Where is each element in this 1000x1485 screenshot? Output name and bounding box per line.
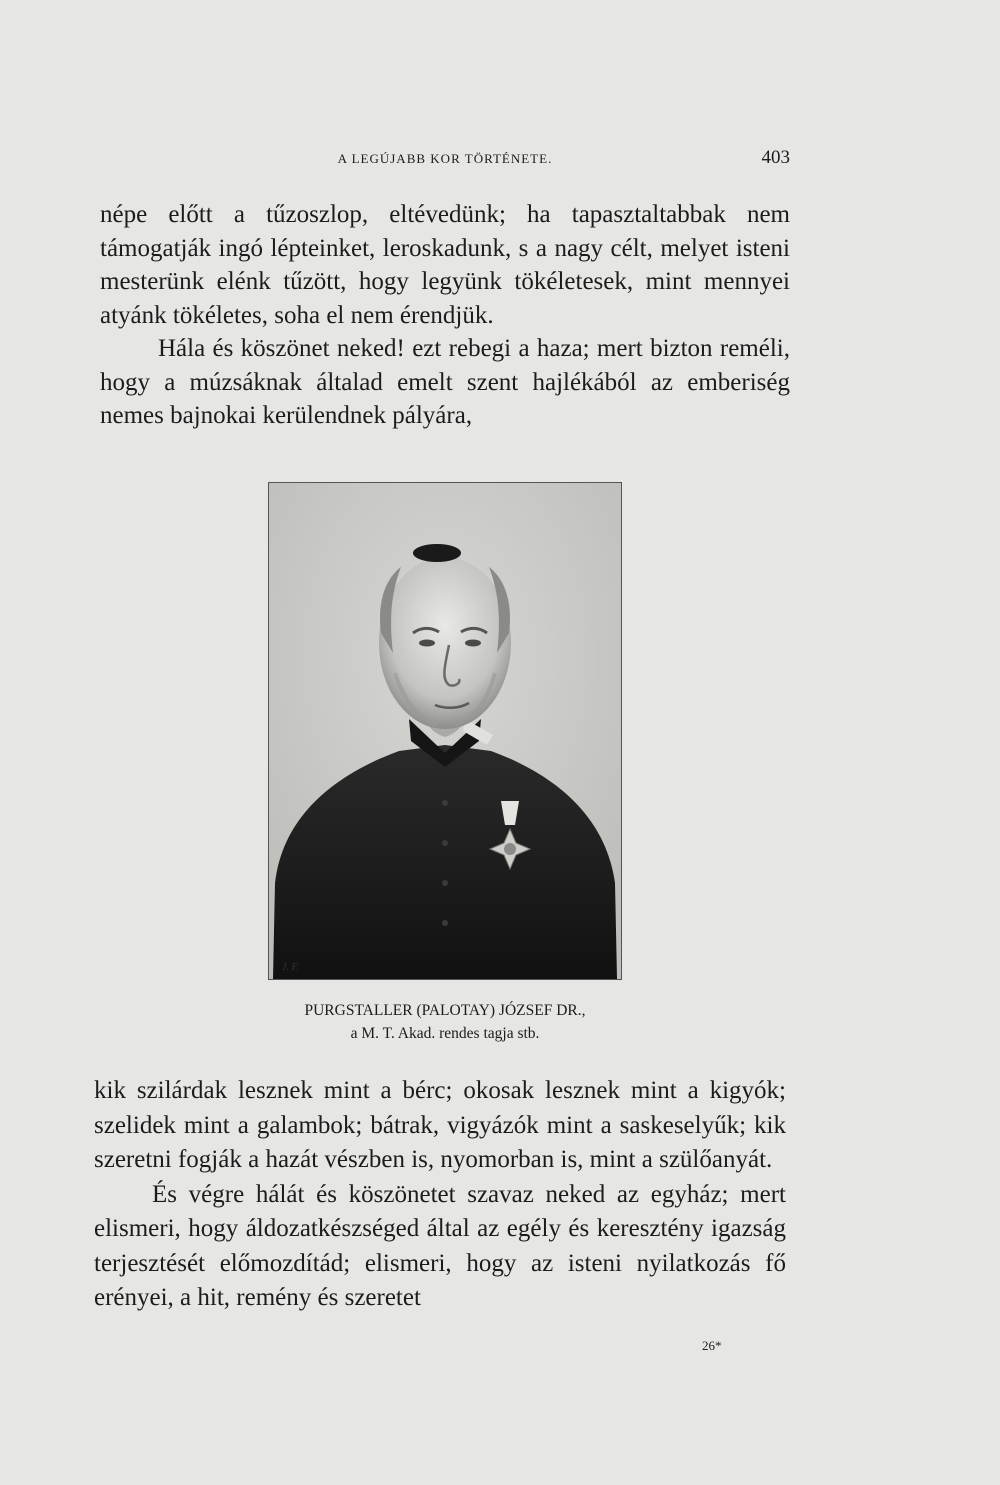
running-title: A LEGÚJABB KOR TÖRTÉNETE.: [337, 151, 553, 166]
body-text-bottom: [94, 1074, 786, 1316]
running-head: [100, 147, 790, 171]
portrait-engraving: [269, 483, 621, 979]
paragraph-3: kik szilárdak lesznek mint a bérc; okosak lesznek mint a kigyók; szelidek mint a galambok; bátrak, vigyázók mint a saskeselyűk; kik szeretni fogják a hazát vészben is, nyomorban is, mint a szülőanyát.: [94, 1077, 786, 1173]
page-number: 403: [761, 147, 790, 168]
artist-mark: J. F.: [282, 962, 299, 973]
paragraph-2: Hála és köszönet neked! ezt rebegi a haza; mert bizton reméli, hogy a múzsáknak általad emelt szent hajlékából az emberiség nemes bajnokai kerülendnek pályára,: [100, 335, 790, 429]
paragraph-4: És végre hálát és köszönetet szavaz neked az egyház; mert elismeri, hogy áldozatkészséged által az egély és keresztény igazság terjesztését előmozdítád; elismeri, hogy az isteni nyilatkozás fő erényei, a hit, remény és szeretet: [94, 1180, 786, 1311]
paragraph-1: népe előtt a tűzoszlop, eltévedünk; ha tapasztaltabbak nem támogatják ingó lépteinket, leroskadunk, s a nagy célt, melyet isteni mesterünk elénk tűzött, hogy legyünk tökéletesek, mint mennyei atyánk tökéletes, soha el nem érendjük.: [100, 201, 790, 329]
figure-caption-title: a M. T. Akad. rendes tagja stb.: [350, 1025, 540, 1042]
figure-caption-name: PURGSTALLER (PALOTAY) JÓZSEF DR.,: [304, 1002, 586, 1019]
printer-signature-mark: 26*: [702, 1338, 722, 1353]
portrait-illustration: [268, 482, 622, 980]
body-text-top: [100, 198, 790, 433]
